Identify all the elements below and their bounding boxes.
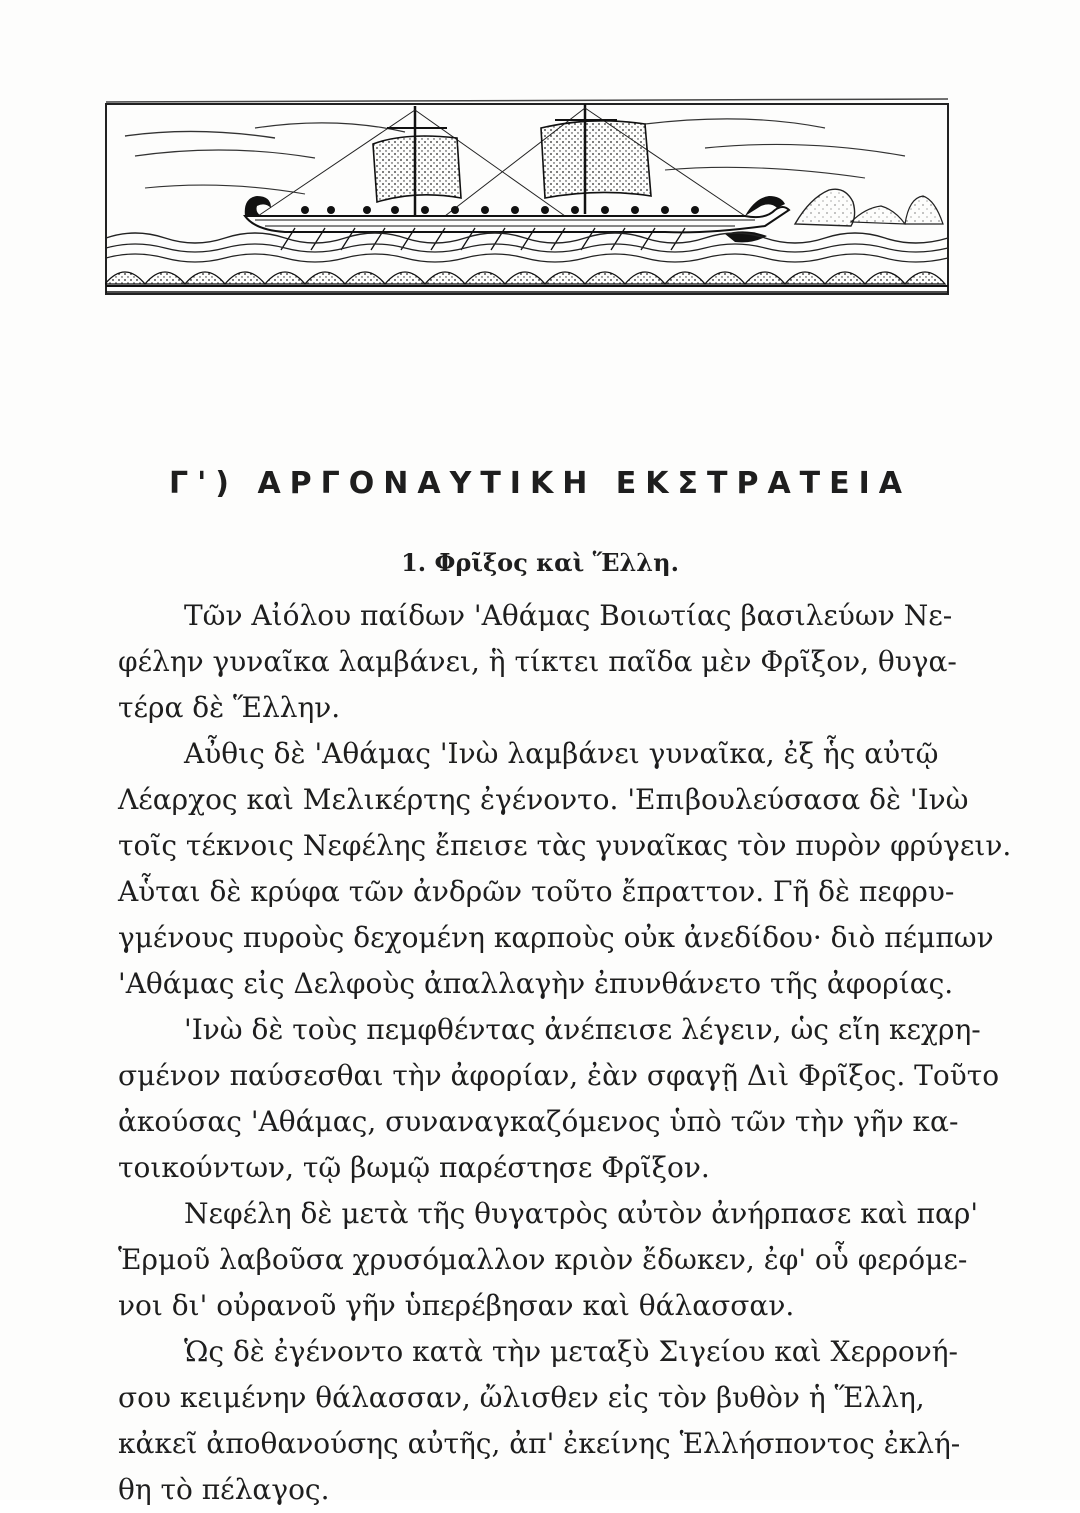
text-line: νοι δι' οὐρανοῦ γῆν ὑπερέβησαν καὶ θάλασσαν. xyxy=(118,1289,795,1322)
text-line: φέλην γυναῖκα λαμβάνει, ἣ τίκτει παῖδα μὲν Φρῖξον, θυγα- xyxy=(118,645,957,678)
chapter-title: Γ') ΑΡΓΟΝΑΥΤΙΚΗ ΕΚΣΤΡΑΤΕΙΑ xyxy=(169,466,911,501)
text-line: 'Ινὼ δὲ τοὺς πεμφθέντας ἀνέπεισε λέγειν, ὡς εἴη κεχρη- xyxy=(184,1013,981,1046)
body-text xyxy=(118,593,1012,1513)
paragraph-4 xyxy=(118,1191,979,1329)
text-line: γμένους πυροὺς δεχομένη καρποὺς οὐκ ἀνεδίδου· διὸ πέμπων xyxy=(118,921,994,954)
section-title: 1. Φρῖξος καὶ Ἕλλη. xyxy=(401,548,679,577)
text-line: Λέαρχος καὶ Μελικέρτης ἐγένοντο. 'Επιβουλεύσασα δὲ 'Ινὼ xyxy=(118,783,969,816)
text-line: Τῶν Αἰόλου παίδων 'Αθάμας Βοιωτίας βασιλεύων Νε- xyxy=(184,599,953,632)
text-line: θη τὸ πέλαγος. xyxy=(118,1473,330,1506)
text-line: σου κειμένην θάλασσαν, ὤλισθεν εἰς τὸν βυθὸν ἡ Ἕλλη, xyxy=(118,1381,925,1414)
engraving-drawing xyxy=(105,99,948,294)
text-line: τοῖς τέκνοις Νεφέλης ἔπεισε τὰς γυναῖκας τὸν πυρὸν φρύγειν. xyxy=(118,829,1012,862)
text-line: σμένον παύσεσθαι τὴν ἀφορίαν, ἐὰν σφαγῇ Διὶ Φρῖξος. Τοῦτο xyxy=(118,1059,1000,1092)
ship-engraving xyxy=(105,98,949,296)
text-line: ἀκούσας 'Αθάμας, συναναγκαζόμενος ὑπὸ τῶν τὴν γῆν κα- xyxy=(118,1105,959,1138)
text-line: κἀκεῖ ἀποθανούσης αὐτῆς, ἀπ' ἐκείνης Ἑλλήσποντος ἐκλή- xyxy=(118,1427,961,1460)
paragraph-5 xyxy=(118,1329,968,1513)
text-line: Νεφέλη δὲ μετὰ τῆς θυγατρὸς αὐτὸν ἀνήρπασε καὶ παρ' xyxy=(184,1197,979,1230)
text-line: Ἑρμοῦ λαβοῦσα χρυσόμαλλον κριὸν ἔδωκεν, ἐφ' οὗ φερόμε- xyxy=(118,1243,968,1276)
paragraph-2 xyxy=(118,731,1012,1007)
text-line: τέρα δὲ Ἕλλην. xyxy=(118,691,341,724)
text-line: Ὡς δὲ ἐγένοντο κατὰ τὴν μεταξὺ Σιγείου καὶ Χερρονή- xyxy=(184,1335,959,1368)
paragraph-3 xyxy=(118,1007,1000,1191)
text-line: Αὖθις δὲ 'Αθάμας 'Ινὼ λαμβάνει γυναῖκα, ἐξ ἧς αὐτῷ xyxy=(184,737,939,770)
text-line: 'Αθάμας εἰς Δελφοὺς ἀπαλλαγὴν ἐπυνθάνετο τῆς ἀφορίας. xyxy=(118,967,954,1000)
text-line: τοικούντων, τῷ βωμῷ παρέστησε Φρῖξον. xyxy=(118,1151,710,1184)
paragraph-1 xyxy=(118,593,968,731)
text-line: Αὗται δὲ κρύφα τῶν ἀνδρῶν τοῦτο ἔπραττον. Γῆ δὲ πεφρυ- xyxy=(118,875,955,908)
